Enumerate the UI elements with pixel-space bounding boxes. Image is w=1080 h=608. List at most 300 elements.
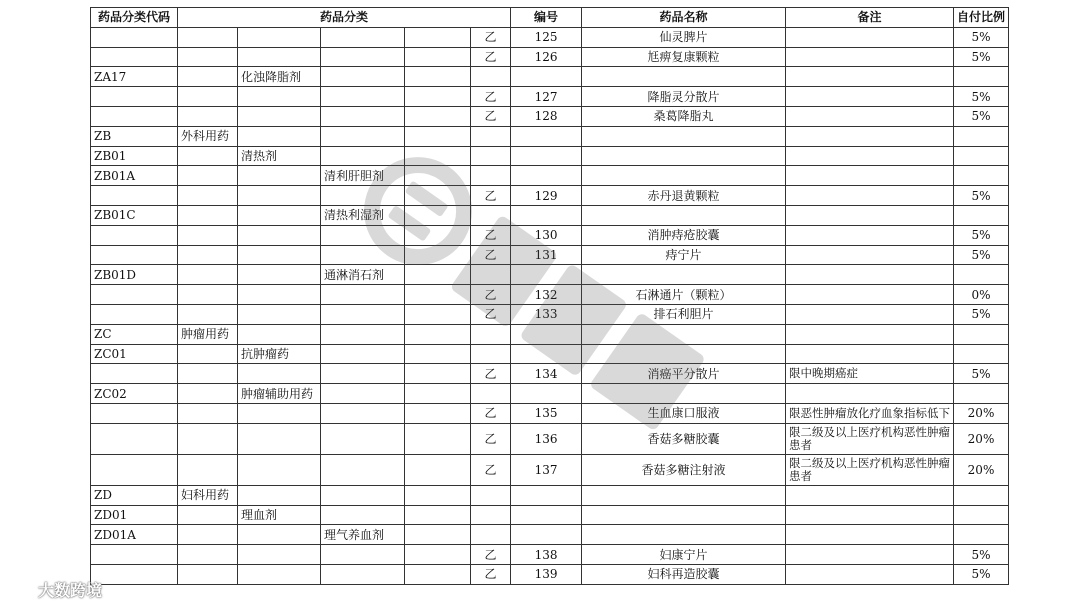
code-cell: ZB01D (91, 265, 178, 285)
note-cell: 限恶性肿瘤放化疗血象指标低下 (786, 403, 954, 423)
class-cell (471, 67, 511, 87)
category-l1-cell (178, 245, 238, 265)
class-cell: 乙 (471, 87, 511, 107)
category-l3-cell: 通淋消石剂 (321, 265, 405, 285)
drug-name-cell (582, 265, 786, 285)
class-cell (471, 525, 511, 545)
category-l3-cell (321, 324, 405, 344)
drug-name-cell (582, 485, 786, 505)
drug-name-cell (582, 344, 786, 364)
drug-name-cell (582, 384, 786, 404)
code-cell: ZB01C (91, 205, 178, 225)
class-cell: 乙 (471, 186, 511, 206)
code-cell: ZB01 (91, 146, 178, 166)
category-l1-cell (178, 146, 238, 166)
note-cell (786, 225, 954, 245)
ratio-cell: 5% (954, 304, 1009, 324)
category-l2-cell (238, 285, 321, 305)
code-cell (91, 545, 178, 565)
category-l1-cell (178, 87, 238, 107)
category-l2-cell (238, 485, 321, 505)
category-l2-cell (238, 87, 321, 107)
number-cell: 134 (511, 364, 582, 384)
class-cell: 乙 (471, 423, 511, 454)
header-row (91, 8, 1009, 28)
category-l2-cell (238, 126, 321, 146)
number-cell: 137 (511, 454, 582, 485)
ratio-cell: 5% (954, 27, 1009, 47)
number-cell: 136 (511, 423, 582, 454)
table-row (91, 384, 1009, 404)
category-l2-cell (238, 245, 321, 265)
ratio-cell: 5% (954, 87, 1009, 107)
class-cell: 乙 (471, 106, 511, 126)
class-cell: 乙 (471, 27, 511, 47)
table-row (91, 454, 1009, 485)
note-cell (786, 27, 954, 47)
category-l2-cell (238, 454, 321, 485)
code-cell: ZC (91, 324, 178, 344)
category-l1-cell (178, 364, 238, 384)
category-l1-cell (178, 423, 238, 454)
drug-name-cell (582, 205, 786, 225)
code-cell (91, 27, 178, 47)
category-l4-cell (405, 285, 471, 305)
code-cell (91, 186, 178, 206)
category-l2-cell (238, 106, 321, 126)
footer-brand-text: 大数跨境 (38, 581, 103, 600)
header-number: 编号 (511, 8, 582, 28)
header-code: 药品分类代码 (91, 8, 178, 28)
category-l3-cell (321, 545, 405, 565)
number-cell: 138 (511, 545, 582, 565)
category-l4-cell (405, 505, 471, 525)
category-l3-cell (321, 225, 405, 245)
code-cell (91, 454, 178, 485)
category-l3-cell (321, 126, 405, 146)
category-l2-cell (238, 205, 321, 225)
ratio-cell (954, 344, 1009, 364)
category-l2-cell (238, 545, 321, 565)
drug-name-cell: 香菇多糖注射液 (582, 454, 786, 485)
category-l4-cell (405, 564, 471, 584)
ratio-cell: 5% (954, 245, 1009, 265)
number-cell (511, 205, 582, 225)
category-l2-cell (238, 324, 321, 344)
category-l2-cell: 抗肿瘤药 (238, 344, 321, 364)
note-cell (786, 166, 954, 186)
table-row (91, 186, 1009, 206)
category-l4-cell (405, 265, 471, 285)
category-l4-cell (405, 324, 471, 344)
class-cell (471, 485, 511, 505)
category-l3-cell (321, 285, 405, 305)
category-l4-cell (405, 205, 471, 225)
category-l4-cell (405, 87, 471, 107)
table-row (91, 245, 1009, 265)
number-cell (511, 324, 582, 344)
note-cell (786, 265, 954, 285)
class-cell (471, 126, 511, 146)
number-cell: 135 (511, 403, 582, 423)
drug-name-cell: 痔宁片 (582, 245, 786, 265)
note-cell (786, 485, 954, 505)
table-row (91, 564, 1009, 584)
table-row (91, 525, 1009, 545)
table-row (91, 403, 1009, 423)
code-cell: ZB (91, 126, 178, 146)
category-l3-cell (321, 344, 405, 364)
category-l4-cell (405, 423, 471, 454)
code-cell (91, 423, 178, 454)
class-cell (471, 324, 511, 344)
drug-name-cell: 妇康宁片 (582, 545, 786, 565)
class-cell (471, 205, 511, 225)
category-l1-cell (178, 265, 238, 285)
category-l3-cell (321, 384, 405, 404)
ratio-cell: 20% (954, 403, 1009, 423)
code-cell: ZC01 (91, 344, 178, 364)
drug-name-cell (582, 126, 786, 146)
note-cell (786, 564, 954, 584)
category-l4-cell (405, 304, 471, 324)
class-cell (471, 384, 511, 404)
category-l2-cell: 清热剂 (238, 146, 321, 166)
ratio-cell: 5% (954, 364, 1009, 384)
number-cell: 131 (511, 245, 582, 265)
category-l4-cell (405, 27, 471, 47)
note-cell (786, 106, 954, 126)
code-cell: ZD01A (91, 525, 178, 545)
number-cell (511, 146, 582, 166)
drug-name-cell: 生血康口服液 (582, 403, 786, 423)
ratio-cell (954, 485, 1009, 505)
ratio-cell: 5% (954, 545, 1009, 565)
category-l2-cell (238, 403, 321, 423)
table-row (91, 485, 1009, 505)
category-l3-cell (321, 423, 405, 454)
category-l2-cell: 理血剂 (238, 505, 321, 525)
code-cell (91, 564, 178, 584)
category-l2-cell (238, 225, 321, 245)
class-cell (471, 146, 511, 166)
code-cell (91, 364, 178, 384)
table-body (91, 27, 1009, 584)
ratio-cell (954, 146, 1009, 166)
category-l2-cell (238, 27, 321, 47)
ratio-cell (954, 324, 1009, 344)
category-l4-cell (405, 245, 471, 265)
note-cell (786, 384, 954, 404)
class-cell: 乙 (471, 364, 511, 384)
category-l4-cell (405, 485, 471, 505)
category-l2-cell (238, 304, 321, 324)
code-cell: ZD (91, 485, 178, 505)
category-l1-cell (178, 545, 238, 565)
category-l3-cell (321, 245, 405, 265)
table-row (91, 304, 1009, 324)
category-l3-cell (321, 304, 405, 324)
category-l2-cell: 肿瘤辅助用药 (238, 384, 321, 404)
note-cell (786, 505, 954, 525)
category-l1-cell (178, 106, 238, 126)
note-cell (786, 47, 954, 67)
header-category: 药品分类 (178, 8, 511, 28)
code-cell (91, 47, 178, 67)
code-cell (91, 87, 178, 107)
weibo-logo-icon (6, 579, 32, 601)
number-cell: 132 (511, 285, 582, 305)
category-l1-cell (178, 403, 238, 423)
note-cell (786, 67, 954, 87)
category-l3-cell (321, 505, 405, 525)
ratio-cell: 0% (954, 285, 1009, 305)
class-cell: 乙 (471, 225, 511, 245)
category-l1-cell (178, 304, 238, 324)
drug-name-cell (582, 166, 786, 186)
note-cell (786, 304, 954, 324)
category-l4-cell (405, 403, 471, 423)
category-l1-cell (178, 225, 238, 245)
table-row (91, 324, 1009, 344)
category-l2-cell (238, 166, 321, 186)
number-cell (511, 67, 582, 87)
ratio-cell (954, 384, 1009, 404)
category-l3-cell (321, 186, 405, 206)
category-l4-cell (405, 47, 471, 67)
code-cell (91, 245, 178, 265)
category-l3-cell (321, 454, 405, 485)
table-row (91, 106, 1009, 126)
ratio-cell (954, 525, 1009, 545)
drug-name-cell: 消癌平分散片 (582, 364, 786, 384)
note-cell (786, 126, 954, 146)
category-l1-cell (178, 27, 238, 47)
note-cell (786, 146, 954, 166)
drug-name-cell: 石淋通片（颗粒） (582, 285, 786, 305)
drug-name-cell (582, 324, 786, 344)
ratio-cell (954, 126, 1009, 146)
category-l4-cell (405, 126, 471, 146)
category-l3-cell: 清热利湿剂 (321, 205, 405, 225)
table-row (91, 87, 1009, 107)
category-l4-cell (405, 146, 471, 166)
number-cell: 139 (511, 564, 582, 584)
class-cell: 乙 (471, 245, 511, 265)
note-cell: 限二级及以上医疗机构恶性肿瘤患者 (786, 423, 954, 454)
category-l4-cell (405, 67, 471, 87)
drug-name-cell (582, 67, 786, 87)
number-cell (511, 505, 582, 525)
header-name: 药品名称 (582, 8, 786, 28)
category-l1-cell (178, 344, 238, 364)
number-cell (511, 166, 582, 186)
ratio-cell (954, 67, 1009, 87)
header-note: 备注 (786, 8, 954, 28)
category-l4-cell (405, 106, 471, 126)
class-cell (471, 166, 511, 186)
table-row (91, 67, 1009, 87)
ratio-cell: 20% (954, 454, 1009, 485)
ratio-cell: 20% (954, 423, 1009, 454)
table-row (91, 27, 1009, 47)
number-cell (511, 344, 582, 364)
category-l3-cell (321, 485, 405, 505)
ratio-cell: 5% (954, 186, 1009, 206)
table-row (91, 47, 1009, 67)
category-l3-cell (321, 564, 405, 584)
class-cell (471, 265, 511, 285)
category-l1-cell (178, 186, 238, 206)
note-cell (786, 344, 954, 364)
category-l1-cell (178, 505, 238, 525)
table-row (91, 166, 1009, 186)
category-l3-cell (321, 87, 405, 107)
drug-name-cell: 香菇多糖胶囊 (582, 423, 786, 454)
table-row (91, 146, 1009, 166)
category-l2-cell (238, 525, 321, 545)
note-cell (786, 285, 954, 305)
category-l4-cell (405, 525, 471, 545)
ratio-cell (954, 205, 1009, 225)
category-l1-cell (178, 384, 238, 404)
code-cell: ZC02 (91, 384, 178, 404)
ratio-cell: 5% (954, 225, 1009, 245)
category-l3-cell (321, 364, 405, 384)
category-l1-cell: 外科用药 (178, 126, 238, 146)
note-cell (786, 525, 954, 545)
category-l3-cell: 理气养血剂 (321, 525, 405, 545)
table-row (91, 225, 1009, 245)
category-l3-cell (321, 67, 405, 87)
note-cell (786, 87, 954, 107)
category-l4-cell (405, 166, 471, 186)
note-cell: 限中晚期癌症 (786, 364, 954, 384)
ratio-cell (954, 166, 1009, 186)
class-cell: 乙 (471, 403, 511, 423)
note-cell: 限二级及以上医疗机构恶性肿瘤患者 (786, 454, 954, 485)
class-cell: 乙 (471, 545, 511, 565)
drug-name-cell: 赤丹退黄颗粒 (582, 186, 786, 206)
number-cell: 126 (511, 47, 582, 67)
number-cell: 133 (511, 304, 582, 324)
ratio-cell (954, 265, 1009, 285)
class-cell (471, 505, 511, 525)
category-l1-cell (178, 67, 238, 87)
number-cell (511, 384, 582, 404)
table-row (91, 423, 1009, 454)
table-row (91, 505, 1009, 525)
drug-name-cell: 排石利胆片 (582, 304, 786, 324)
number-cell: 129 (511, 186, 582, 206)
class-cell: 乙 (471, 564, 511, 584)
drug-name-cell: 桑葛降脂丸 (582, 106, 786, 126)
drug-name-cell: 尪痹复康颗粒 (582, 47, 786, 67)
table-row (91, 344, 1009, 364)
table-row (91, 545, 1009, 565)
number-cell: 128 (511, 106, 582, 126)
drug-name-cell (582, 525, 786, 545)
code-cell: ZA17 (91, 67, 178, 87)
category-l2-cell (238, 265, 321, 285)
drug-name-cell: 消肿痔疮胶囊 (582, 225, 786, 245)
category-l1-cell (178, 205, 238, 225)
table-row (91, 205, 1009, 225)
category-l4-cell (405, 186, 471, 206)
category-l3-cell: 清利肝胆剂 (321, 166, 405, 186)
category-l3-cell (321, 27, 405, 47)
class-cell: 乙 (471, 454, 511, 485)
category-l4-cell (405, 384, 471, 404)
note-cell (786, 186, 954, 206)
drug-name-cell: 妇科再造胶囊 (582, 564, 786, 584)
category-l2-cell (238, 564, 321, 584)
class-cell: 乙 (471, 47, 511, 67)
category-l2-cell (238, 186, 321, 206)
category-l4-cell (405, 344, 471, 364)
category-l4-cell (405, 545, 471, 565)
category-l4-cell (405, 225, 471, 245)
note-cell (786, 205, 954, 225)
ratio-cell: 5% (954, 106, 1009, 126)
category-l3-cell (321, 146, 405, 166)
drug-name-cell: 降脂灵分散片 (582, 87, 786, 107)
note-cell (786, 545, 954, 565)
category-l1-cell: 肿瘤用药 (178, 324, 238, 344)
number-cell: 127 (511, 87, 582, 107)
drug-name-cell (582, 146, 786, 166)
number-cell: 125 (511, 27, 582, 47)
category-l1-cell (178, 285, 238, 305)
number-cell (511, 126, 582, 146)
code-cell (91, 225, 178, 245)
ratio-cell: 5% (954, 564, 1009, 584)
class-cell: 乙 (471, 285, 511, 305)
table-row (91, 285, 1009, 305)
category-l2-cell (238, 423, 321, 454)
note-cell (786, 245, 954, 265)
table-row (91, 126, 1009, 146)
drug-catalog-table (90, 7, 1009, 585)
category-l2-cell: 化浊降脂剂 (238, 67, 321, 87)
category-l1-cell (178, 47, 238, 67)
code-cell (91, 304, 178, 324)
ratio-cell (954, 505, 1009, 525)
class-cell (471, 344, 511, 364)
drug-name-cell (582, 505, 786, 525)
table-row (91, 265, 1009, 285)
code-cell: ZB01A (91, 166, 178, 186)
table-row (91, 364, 1009, 384)
number-cell (511, 485, 582, 505)
code-cell (91, 285, 178, 305)
category-l1-cell (178, 166, 238, 186)
category-l3-cell (321, 403, 405, 423)
category-l1-cell (178, 454, 238, 485)
number-cell (511, 525, 582, 545)
category-l1-cell: 妇科用药 (178, 485, 238, 505)
code-cell: ZD01 (91, 505, 178, 525)
category-l3-cell (321, 106, 405, 126)
ratio-cell: 5% (954, 47, 1009, 67)
category-l3-cell (321, 47, 405, 67)
category-l1-cell (178, 525, 238, 545)
category-l2-cell (238, 364, 321, 384)
note-cell (786, 324, 954, 344)
code-cell (91, 106, 178, 126)
class-cell: 乙 (471, 304, 511, 324)
footer-brand (6, 578, 102, 601)
